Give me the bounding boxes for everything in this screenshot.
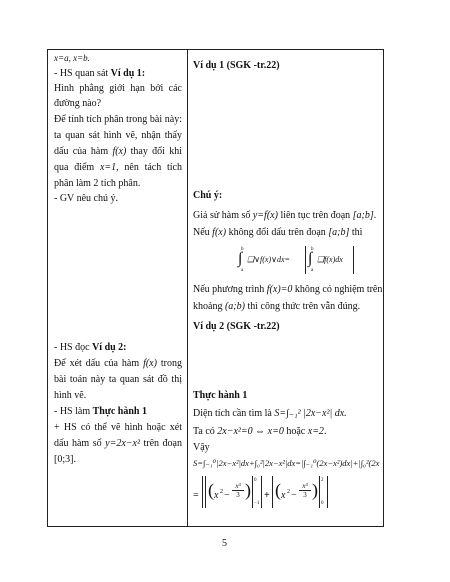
example-1-heading: Ví dụ 1 (SGK -tr.22) <box>193 60 280 71</box>
left-line-1: - HS quan sát Ví dụ 1: <box>54 68 146 79</box>
left-line-6: dấu của hàm f(x) thay đổi khi <box>54 146 182 157</box>
left-line-17: [0;3]. <box>54 454 76 465</box>
example-2-heading: Ví dụ 2 (SGK -tr.22) <box>193 321 280 332</box>
left-line-8: phân làm 2 tích phân. <box>54 178 141 189</box>
left-line-14: - HS làm Thực hành 1 <box>54 406 147 417</box>
left-line-11: Để xét dấu của hàm f(x) trong <box>54 358 182 369</box>
left-line-13: hình vẽ. <box>54 390 87 401</box>
note-heading: Chú ý: <box>193 190 223 201</box>
left-line-12: bài toán này ta quan sát đồ thị <box>54 374 182 385</box>
practice-line-1: Diện tích cần tìm là S=∫₋₁² |2x−x²| dx. <box>193 408 347 419</box>
left-line-9: - GV nêu chú ý. <box>54 193 118 204</box>
left-line-4: Để tính tích phân trong bài này: <box>54 114 182 125</box>
left-line-15: + HS có thể vẽ hình hoặc xét <box>54 422 182 433</box>
note-line-4: khoảng (a;b) thì công thức trên vẫn đúng. <box>193 301 361 312</box>
note-line-1: Giả sử hàm số y=f(x) liên tục trên đoạn [a;b]. <box>193 210 377 221</box>
left-line-2: Hình phẳng giới hạn bởi các <box>54 83 182 94</box>
lesson-table: x=a, x=b. - HS quan sát Ví dụ 1: Hình phẳng giới hạn bởi các đường nào? Để tính tích phân trong bài này: ta quan sát hình vẽ, nhận thấy dấu của hàm f(x) thay đổi khi qua điểm x=1, nên tách tích phân làm 2 tích phân. - GV nêu chú ý. - HS đọc Ví dụ 2: Để xét dấu của hàm f(x) trong bài toán này ta quan sát đồ thị hình vẽ. - HS làm Thực hành 1 + HS có thể vẽ hình hoặc xét dấu hàm số y=2x−x² trên đoạn [0;3]. Ví dụ 1 (SGK -tr.22) Chú ý: Giả sử hàm số y=f(x) liên tục trên đoạn [a;b]. Nếu f(x) không đổi dấu trên đoạn [a;b] thì b ∫ a ❑∨f(x)∨dx= b ∫ a ❑f(x)dx Nếu phương trình f(x)=0 không có nghiệm trên khoảng (a;b) thì công thức trên vẫn đúng. Ví dụ 2 (SGK -tr.22) Thực hành 1 Diện tích cần tìm là S=∫₋₁² |2x−x²| dx. Ta có 2x−x²=0 ⇔ x=0 hoặc x=2. Vậy S=∫₋₁⁰|2x−x²|dx+∫₀²|2x−x²|dx=|∫₋₁⁰(2x−x²)dx|+|∫₀²(2x = ( x 2 − $\frac{\text{x³}}{3}$ ) 0 −1 + ( x 2 − $\frac{\text{x³}}{3}$ ) 2 0 <box>47 49 384 527</box>
note-line-2: Nếu f(x) không đổi dấu trên đoạn [a;b] thì <box>193 227 363 238</box>
practice-line-4: S=∫₋₁⁰|2x−x²|dx+∫₀²|2x−x²|dx=|∫₋₁⁰(2x−x²)dx|+|∫₀²(2x <box>193 458 380 468</box>
page-number: 5 <box>222 538 227 549</box>
left-line-10: - HS đọc Ví dụ 2: <box>54 342 127 353</box>
practice-line-3: Vậy <box>193 442 210 453</box>
column-divider <box>187 50 188 526</box>
practice-heading: Thực hành 1 <box>193 390 248 401</box>
left-line-16: dấu hàm số y=2x−x² trên đoạn <box>54 438 182 449</box>
left-top-math: x=a, x=b. <box>54 53 90 63</box>
note-line-3: Nếu phương trình f(x)=0 không có nghiệm trên <box>193 284 383 295</box>
integral-sign: ∫ <box>308 250 313 267</box>
left-line-7: qua điểm x=1, nên tách tích <box>54 162 182 173</box>
left-line-5: ta quan sát hình vẽ, nhận thấy <box>54 130 182 141</box>
practice-line-2: Ta có 2x−x²=0 ⇔ x=0 hoặc x=2. <box>193 426 327 437</box>
left-line-3: đường nào? <box>54 98 102 109</box>
integral-sign: ∫ <box>238 250 243 267</box>
